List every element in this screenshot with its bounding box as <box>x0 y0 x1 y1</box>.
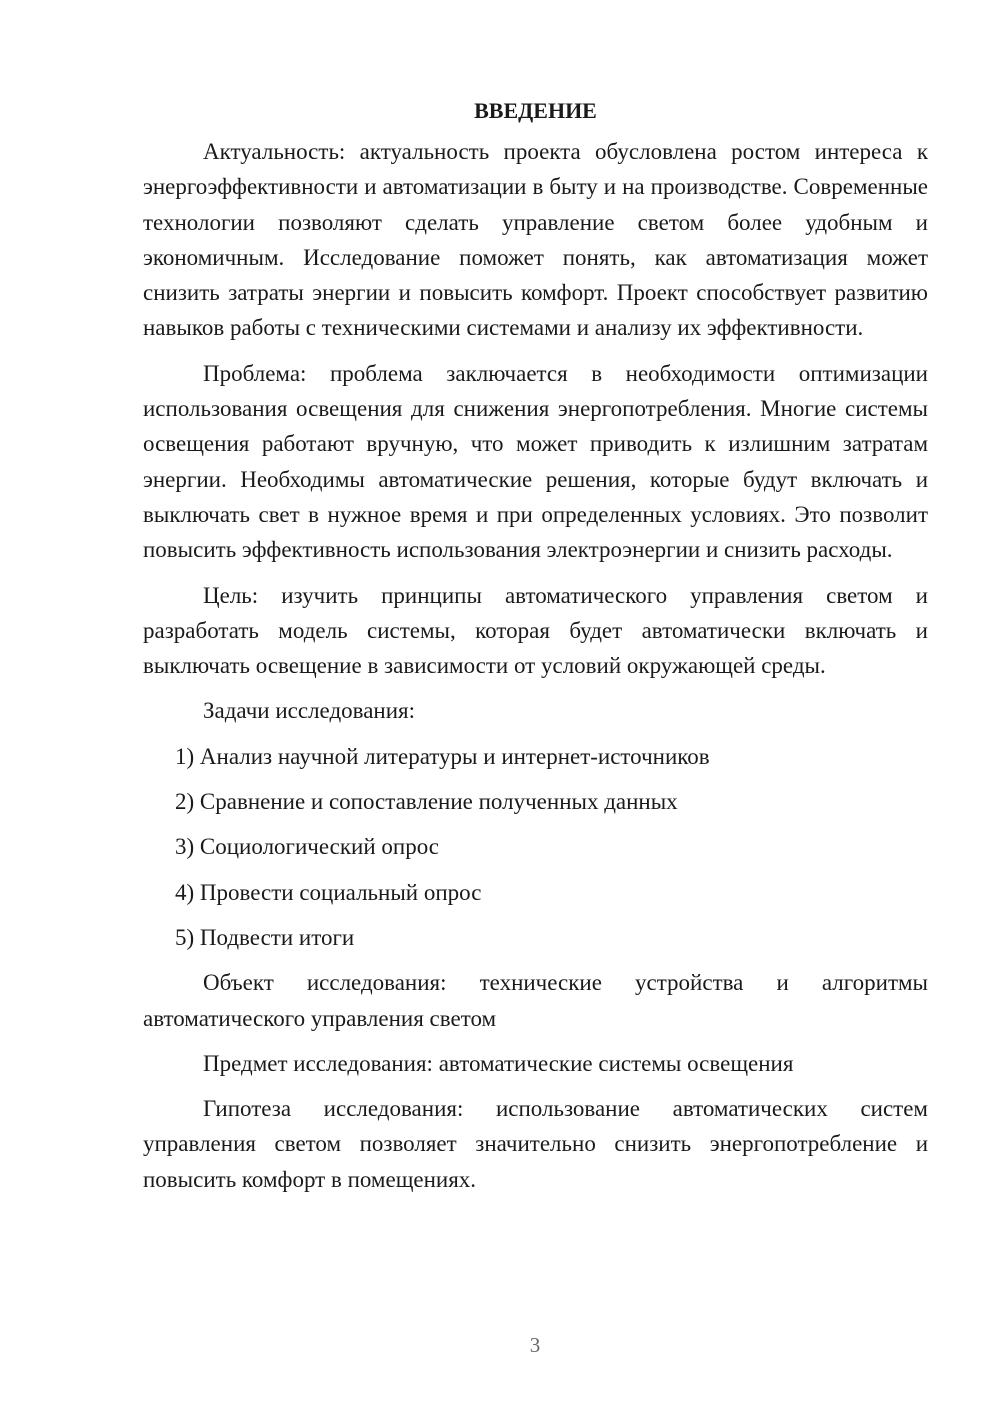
list-item-task-1: 1) Анализ научной литературы и интернет-источников <box>175 743 710 769</box>
paragraph-subject: Предмет исследования: автоматические системы освещения <box>203 1050 794 1076</box>
paragraph-goal: Цель: изучить принципы автоматического управления светом и разработать модель системы, которая будет автоматически включать и выключать освещение в зависимости от условий окружающей среды. <box>143 582 928 679</box>
paragraph-hypothesis: Гипотеза исследования: использование автоматических систем управления светом позволяет значительно снизить энергопотребление и повысить комфорт в помещениях. <box>143 1096 928 1192</box>
paragraph-object: Объект исследования: технические устройства и алгоритмы автоматического управления светом <box>143 970 928 1031</box>
tasks-heading: Задачи исследования: <box>203 698 416 724</box>
list-item-task-4: 4) Провести социальный опрос <box>175 879 482 905</box>
page-number: 3 <box>529 1333 541 1357</box>
paragraph-relevance: Актуальность: актуальность проекта обусловлена ростом интереса к энергоэффективности и автоматизации в быту и на производстве. Современные технологии позволяют сделать управление светом более удобным и экономичным. Исследование поможет понять, как автоматизация может снизить затраты энергии и повысить комфорт. Проект способствует развитию навыков работы с техническими системами и анализу их эффективности. <box>143 139 928 341</box>
list-item-task-5: 5) Подвести итоги <box>175 924 355 950</box>
list-item-task-3: 3) Социологический опрос <box>175 834 439 860</box>
paragraph-problem: Проблема: проблема заключается в необходимости оптимизации использования освещения для снижения энергопотребления. Многие системы освещения работают вручную, что может приводить к излишним затратам энергии. Необходимы автоматические решения, которые будут включать и выключать свет в нужное время и при определенных условиях. Это позволит повысить эффективность использования электроэнергии и снизить расходы. <box>143 360 928 563</box>
page-content <box>143 93 928 1207</box>
list-item-task-2: 2) Сравнение и сопоставление полученных данных <box>175 789 678 815</box>
tasks-list <box>143 739 928 955</box>
section-title: ВВЕДЕНИЕ <box>474 98 597 123</box>
